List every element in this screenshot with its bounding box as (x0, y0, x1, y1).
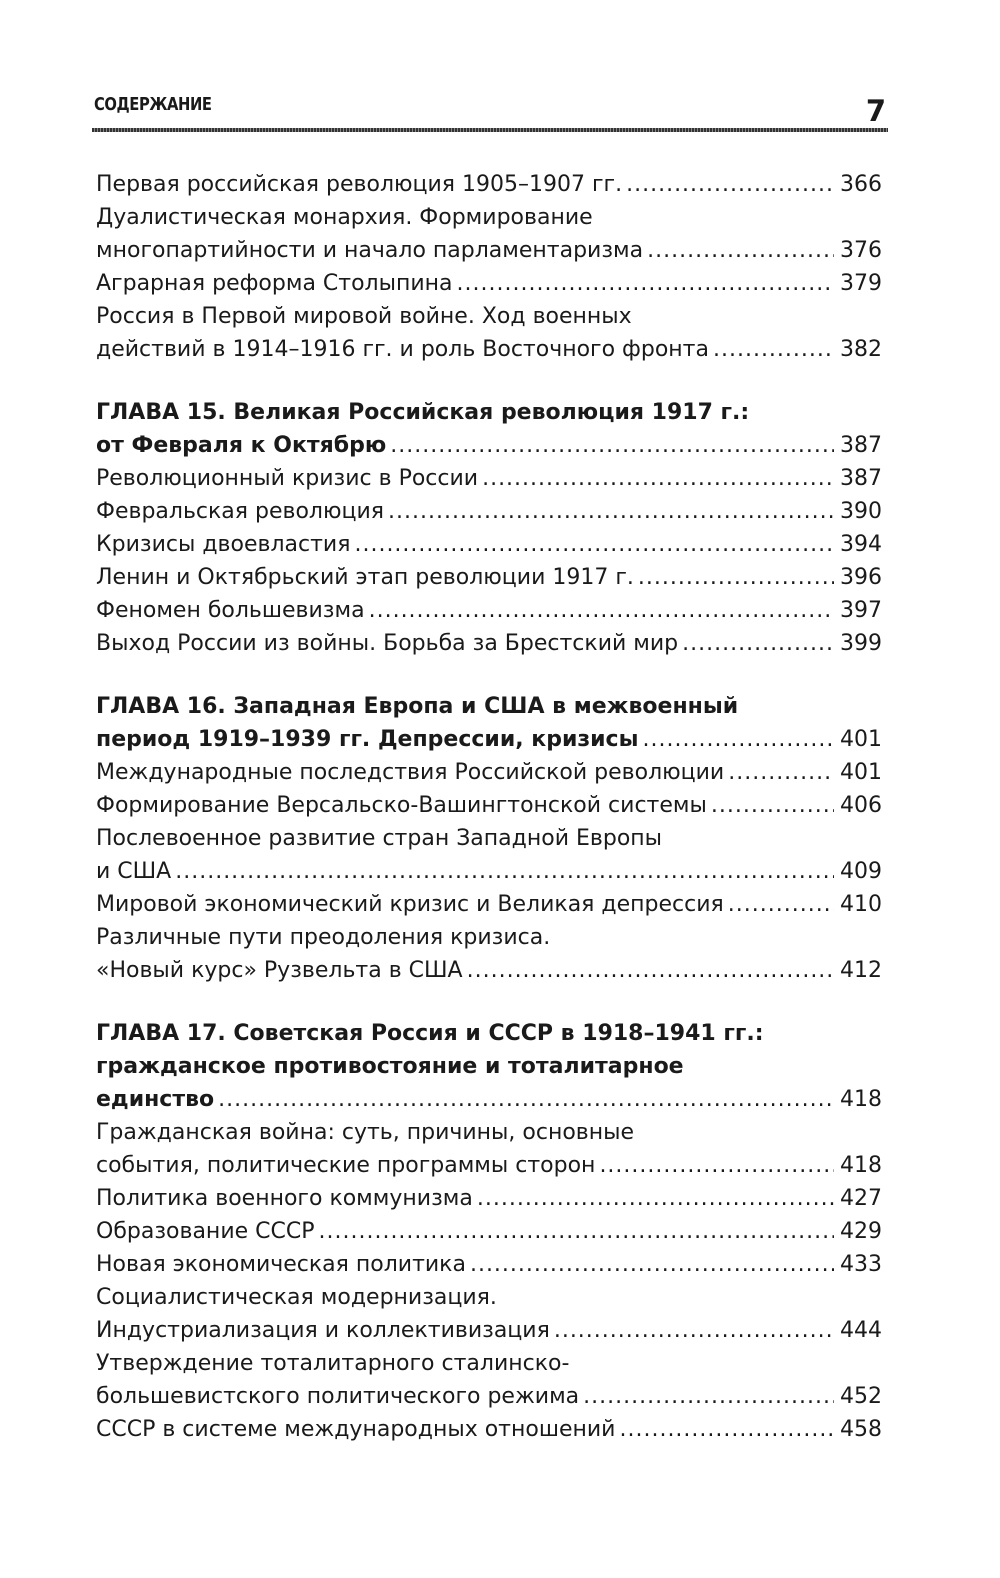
toc-page-number: 409 (840, 859, 882, 884)
dot-leader (457, 267, 834, 300)
dot-leader (643, 723, 835, 756)
toc-page-number: 427 (840, 1186, 882, 1211)
toc-entry (96, 300, 882, 366)
toc-entry-line (96, 627, 882, 660)
toc-page-number: 401 (840, 727, 882, 752)
toc-entry-line (96, 561, 882, 594)
dot-leader (583, 1380, 834, 1413)
toc-entry-title: Образование СССР (96, 1219, 315, 1244)
toc-page-number: 418 (840, 1087, 882, 1112)
toc-entry-line (96, 462, 882, 495)
toc-entry-title: Мировой экономический кризис и Великая депрессия (96, 892, 724, 917)
dot-leader (682, 627, 834, 660)
dot-leader (713, 333, 834, 366)
toc-page-number: 412 (840, 958, 882, 983)
toc-entry (96, 1347, 882, 1413)
toc-entry (96, 168, 882, 201)
toc-entry-line (96, 396, 882, 429)
toc-entry-line (96, 1413, 882, 1446)
toc-entry-title: СССР в системе международных отношений (96, 1417, 616, 1442)
running-head-title: СОДЕРЖАНИЕ (94, 94, 212, 115)
dot-leader (175, 855, 834, 888)
dot-leader (482, 462, 834, 495)
toc-entry-title: Аграрная реформа Столыпина (96, 271, 453, 296)
dot-leader (319, 1215, 835, 1248)
table-of-contents (96, 168, 882, 1446)
toc-entry (96, 1413, 882, 1446)
toc-entry-title: Международные последствия Российской революции (96, 760, 725, 785)
toc-entry-line (96, 234, 882, 267)
toc-entry-line (96, 594, 882, 627)
toc-entry-title: и США (96, 859, 172, 884)
page-number: 7 (865, 94, 886, 128)
toc-entry-line (96, 1149, 882, 1182)
toc-page-number: 433 (840, 1252, 882, 1277)
toc-entry-line (96, 1017, 882, 1050)
toc-entry-title: Кризисы двоевластия (96, 532, 351, 557)
toc-entry-line (96, 1347, 882, 1380)
toc-page-number: 387 (840, 466, 882, 491)
toc-entry (96, 495, 882, 528)
dot-leader (369, 594, 834, 627)
toc-page-number: 401 (840, 760, 882, 785)
toc-entry-title: ГЛАВА 17. Советская Россия и СССР в 1918–1941 гг.: (96, 1021, 764, 1046)
dot-leader (218, 1083, 834, 1116)
toc-entry-title: Формирование Версальско-Вашингтонской системы (96, 793, 707, 818)
toc-entry (96, 561, 882, 594)
toc-entry-title: Ленин и Октябрьский этап революции 1917 г. (96, 565, 634, 590)
toc-entry-title: Новая экономическая политика (96, 1252, 466, 1277)
toc-entry (96, 1248, 882, 1281)
dot-leader (647, 234, 834, 267)
toc-page-number: 452 (840, 1384, 882, 1409)
toc-entry-title: Дуалистическая монархия. Формирование (96, 205, 593, 230)
toc-entry-title: большевистского политического режима (96, 1384, 580, 1409)
toc-entry (96, 789, 882, 822)
dot-leader (388, 495, 834, 528)
toc-entry (96, 201, 882, 267)
toc-page-number: 399 (840, 631, 882, 656)
toc-entry (96, 921, 882, 987)
dot-leader (467, 954, 834, 987)
toc-entry (96, 462, 882, 495)
toc-entry-line (96, 1182, 882, 1215)
toc-entry (96, 1182, 882, 1215)
toc-entry-line (96, 300, 882, 333)
toc-entry-title: Феномен большевизма (96, 598, 365, 623)
dot-leader (626, 168, 834, 201)
toc-page-number: 390 (840, 499, 882, 524)
toc-page-number: 410 (840, 892, 882, 917)
toc-entry-line (96, 333, 882, 366)
dot-leader (638, 561, 834, 594)
toc-page-number: 429 (840, 1219, 882, 1244)
toc-entry-line (96, 789, 882, 822)
toc-entry-line (96, 201, 882, 234)
dot-leader (477, 1182, 834, 1215)
toc-entry-title: Гражданская война: суть, причины, основные (96, 1120, 635, 1145)
page-header (92, 92, 888, 140)
toc-chapter (96, 1017, 882, 1116)
header-rule (92, 128, 888, 132)
toc-entry-line (96, 1083, 882, 1116)
toc-entry-line (96, 855, 882, 888)
toc-page-number: 382 (840, 337, 882, 362)
toc-page-number: 376 (840, 238, 882, 263)
toc-page-number: 418 (840, 1153, 882, 1178)
toc-entry-line (96, 528, 882, 561)
toc-page-number: 406 (840, 793, 882, 818)
dot-leader (554, 1314, 834, 1347)
dot-leader (619, 1413, 834, 1446)
toc-entry-line (96, 723, 882, 756)
toc-entry-line (96, 1314, 882, 1347)
toc-page-number: 394 (840, 532, 882, 557)
toc-chapter (96, 396, 882, 462)
toc-entry-line (96, 1281, 882, 1314)
toc-entry-title: события, политические программы сторон (96, 1153, 596, 1178)
toc-entry-line (96, 495, 882, 528)
toc-page-number: 444 (840, 1318, 882, 1343)
toc-entry-title: Социалистическая модернизация. (96, 1285, 497, 1310)
toc-page-number: 379 (840, 271, 882, 296)
toc-chapter (96, 690, 882, 756)
toc-entry-title: Первая российская революция 1905–1907 гг. (96, 172, 623, 197)
toc-entry-line (96, 1215, 882, 1248)
toc-entry-line (96, 168, 882, 201)
toc-entry (96, 1281, 882, 1347)
dot-leader (354, 528, 834, 561)
toc-page-number: 397 (840, 598, 882, 623)
dot-leader (711, 789, 834, 822)
toc-entry-title: период 1919–1939 гг. Депрессии, кризисы (96, 727, 639, 752)
toc-entry (96, 756, 882, 789)
toc-page-number: 366 (840, 172, 882, 197)
toc-entry-title: Россия в Первой мировой войне. Ход военных (96, 304, 632, 329)
toc-entry-title: «Новый курс» Рузвельта в США (96, 958, 463, 983)
toc-entry-line (96, 1248, 882, 1281)
toc-entry-title: Индустриализация и коллективизация (96, 1318, 550, 1343)
toc-entry-title: Политика военного коммунизма (96, 1186, 473, 1211)
toc-entry-line (96, 756, 882, 789)
toc-entry (96, 1215, 882, 1248)
toc-entry-title: действий в 1914–1916 гг. и роль Восточного фронта (96, 337, 709, 362)
toc-entry (96, 594, 882, 627)
toc-entry-line (96, 954, 882, 987)
dot-leader (728, 888, 834, 921)
toc-entry-title: Выход России из войны. Борьба за Брестский мир (96, 631, 679, 656)
toc-entry-line (96, 1380, 882, 1413)
toc-entry-line (96, 888, 882, 921)
toc-entry-title: от Февраля к Октябрю (96, 433, 387, 458)
toc-entry-line (96, 429, 882, 462)
dot-leader (470, 1248, 834, 1281)
toc-entry-title: ГЛАВА 16. Западная Европа и США в межвоенный (96, 694, 739, 719)
toc-entry-title: многопартийности и начало парламентаризма (96, 238, 644, 263)
toc-entry (96, 1116, 882, 1182)
toc-entry-line (96, 267, 882, 300)
toc-page-number: 396 (840, 565, 882, 590)
dot-leader (599, 1149, 834, 1182)
toc-entry-title: единство (96, 1087, 215, 1112)
toc-entry (96, 528, 882, 561)
toc-entry-title: Революционный кризис в России (96, 466, 479, 491)
toc-entry-title: гражданское противостояние и тоталитарное (96, 1054, 684, 1079)
toc-entry (96, 822, 882, 888)
toc-entry (96, 888, 882, 921)
toc-entry-title: Утверждение тоталитарного сталинско- (96, 1351, 570, 1376)
toc-page-number: 387 (840, 433, 882, 458)
toc-entry (96, 627, 882, 660)
toc-entry-title: ГЛАВА 15. Великая Российская революция 1917 г.: (96, 400, 750, 425)
toc-entry (96, 267, 882, 300)
toc-entry-line (96, 1116, 882, 1149)
toc-entry-title: Послевоенное развитие стран Западной Европы (96, 826, 663, 851)
toc-entry-title: Февральская революция (96, 499, 385, 524)
toc-entry-line (96, 921, 882, 954)
toc-entry-line (96, 1050, 882, 1083)
dot-leader (390, 429, 834, 462)
toc-entry-line (96, 690, 882, 723)
toc-entry-title: Различные пути преодоления кризиса. (96, 925, 551, 950)
dot-leader (728, 756, 834, 789)
toc-page-number: 458 (840, 1417, 882, 1442)
toc-entry-line (96, 822, 882, 855)
